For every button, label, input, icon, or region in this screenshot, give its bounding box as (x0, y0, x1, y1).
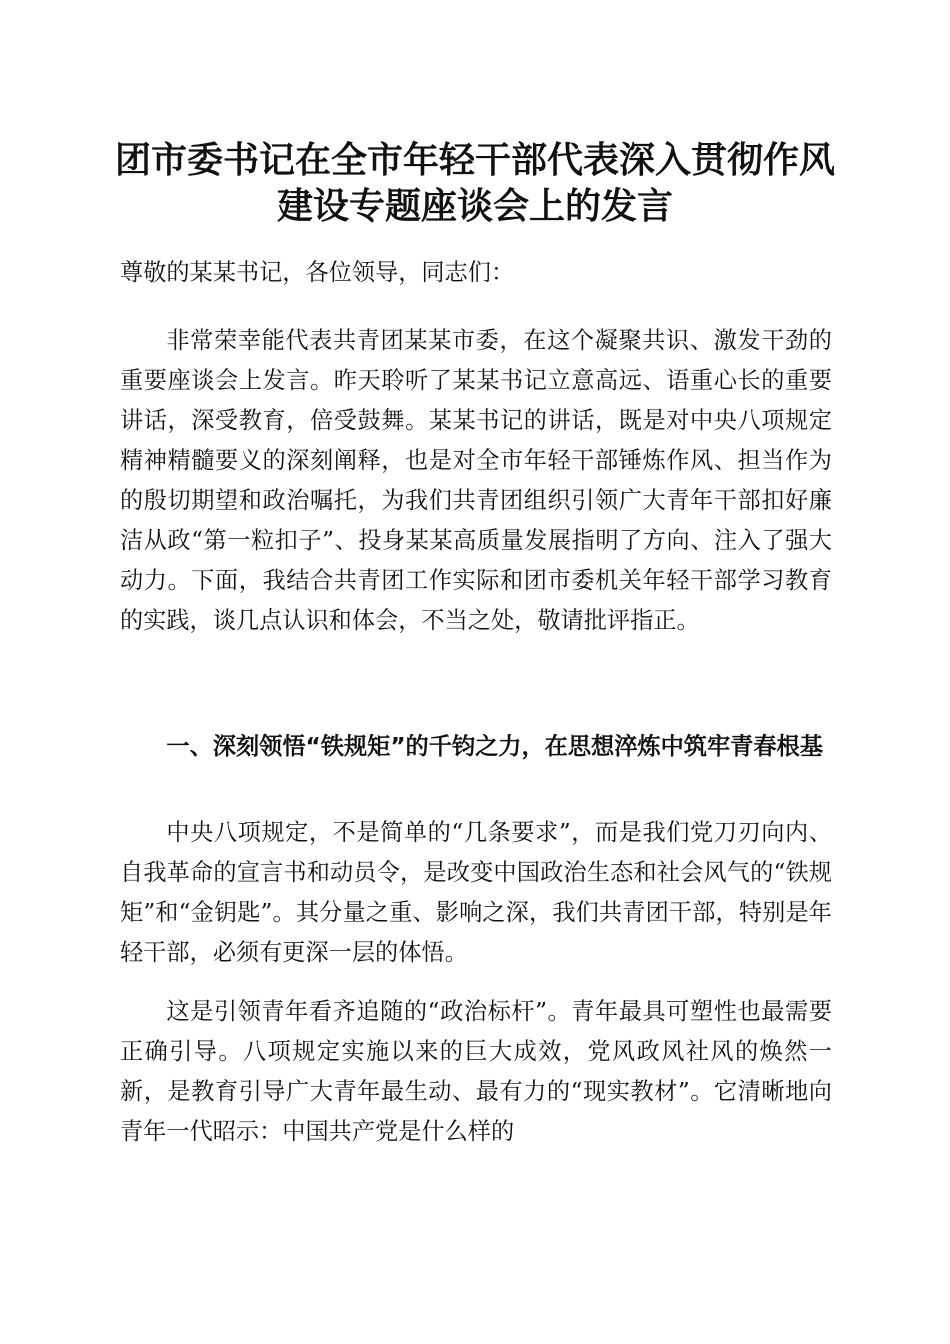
paragraph-opening: 非常荣幸能代表共青团某某市委，在这个凝聚共识、激发干劲的重要座谈会上发言。昨天聆听了某某书记立意高远、语重心长的重要讲话，深受教育，倍受鼓舞。某某书记的讲话，既是对中央八项规定精神精髓要义的深刻阐释，也是对全市年轻干部锤炼作风、担当作为的殷切期望和政治嘱托，为我们共青团组织引领广大青年干部扣好廉洁从政“第一粒扣子”、投身某某高质量发展指明了方向、注入了强大动力。下面，我结合共青团工作实际和团市委机关年轻干部学习教育的实践，谈几点认识和体会，不当之处，敬请批评指正。 (120, 327, 832, 634)
section-heading-1: 一、深刻领悟“铁规矩”的千钧之力，在思想淬炼中筑牢青春根基 (166, 733, 823, 760)
paragraph-section1-point1: 这是引领青年看齐追随的“政治标杆”。青年最具可塑性也最需要正确引导。八项规定实施以来的巨大成效，党风政风社风的焕然一新，是教育引导广大青年最生动、最有力的“现实教材”。它清晰地向青年一代昭示：中国共产党是什么样的 (120, 998, 832, 1145)
salutation: 尊敬的某某书记，各位领导，同志们： (120, 259, 515, 286)
document-title-line-2: 建设专题座谈会上的发言 (276, 185, 673, 227)
paragraph-section1-intro: 中央八项规定，不是简单的“几条要求”，而是我们党刀刃向内、自我革命的宣言书和动员令，是改变中国政治生态和社会风气的“铁规矩”和“金钥匙”。其分量之重、影响之深，我们共青团干部，特别是年轻干部，必须有更深一层的体悟。 (120, 819, 832, 966)
document-title-line-1: 团市委书记在全市年轻干部代表深入贯彻作风 (114, 139, 835, 181)
